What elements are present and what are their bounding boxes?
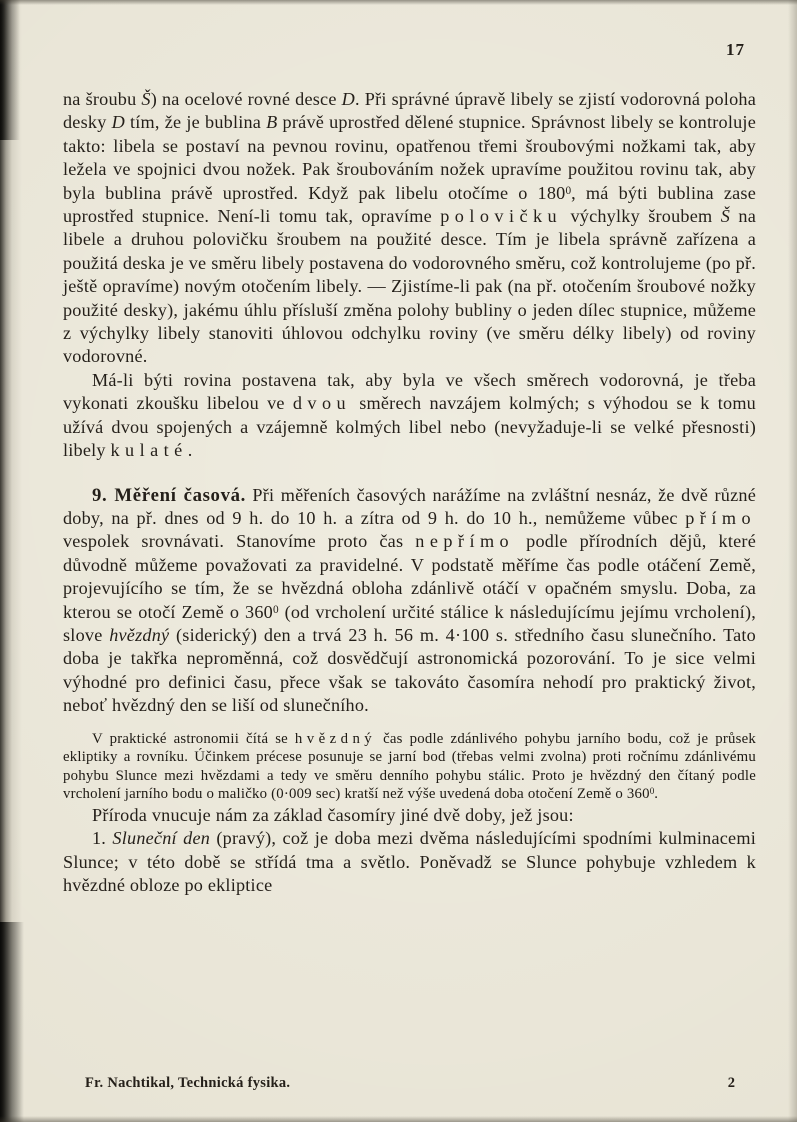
footer-sheet-number: 2	[727, 1075, 735, 1091]
scan-corner-top-left	[0, 0, 20, 140]
paragraph-petit-sidereal-time-note: V praktické astronomii čítá se hvězdný čas podle zdánlivého pohybu jarního bodu, což je průsek ekliptiky a rovníku. Účinkem précese posunuje se jarní bod (třebas velmi zvolna) proti ročnímu zdánlivému pohybu Slunce mezi hvězdami a tedy ve směru denního pohybu stálic. Proto je hvězdný den čítaný podle vrcholení jarního bodu o maličko (0·009 sec) kratší než výše uvedená doba otočení Země o $360^0$.	[63, 730, 756, 803]
scan-edge-top	[0, 0, 797, 5]
scan-edge-bottom	[0, 1116, 797, 1122]
paragraph-section-9-time-measurement: 9. Měření časová. Při měřeních časových narážíme na zvláštní nesnáz, že dvě různé doby, na př. dnes od 9 h. do 10 h. a zítra od 9 h. do 10 h., nemůžeme vůbec přímo vespolek srovnávati. Stanovíme proto čas nepřímo podle přírodních dějů, které důvodně můžeme považovati za pravidelné. V podstatě měříme čas podle otáčení Země, projevujícího se tím, že se hvězdná obloha zdánlivě otáčí v opačném smyslu. Doba, za kterou se otočí Země o $360^0$ (od vrcholení určité stálice k následujícímu jejímu vrcholení), slove hvězdný (siderický) den a trvá 23 h. 56 m. 4·100 s. středního času slunečního. Tato doba je takřka neproměnná, což dosvědčují astronomická pozorování. To je sice velmi výhodné pro definici času, přece však se takováto časomíra nehodí pro praktický život, neboť hvězdný den se liší od slunečního.	[63, 484, 756, 716]
footer-book-title: Fr. Nachtikal, Technická fysika.	[85, 1075, 291, 1091]
scan-edge-right	[788, 0, 797, 1122]
paragraph-solar-day: 1. Sluneční den (pravý), což je doba mezi dvěma následujícími spodními kulminacemi Slunce; v této době se střídá tma a světlo. Poněvadž se Slunce pohybuje vzhledem k hvězdné obloze po ekliptice	[63, 828, 756, 896]
page-footer	[63, 1075, 755, 1092]
paragraph-two-directions: Má-li býti rovina postavena tak, aby byla ve všech směrech vodorovná, je třeba vykonati zkoušku libelou ve dvou směrech navzájem kolmých; s výhodou se k tomu užívá dvou spojených a vzájemně kolmých libel nebo (nevyžaduje-li se velké přesnosti) libely kulaté.	[63, 369, 756, 461]
page-text-block	[63, 88, 756, 898]
scan-corner-bottom-left	[0, 922, 24, 1122]
paragraph-nature-two-periods: Příroda vnucuje nám za základ časomíry jiné dvě doby, jež jsou:	[92, 804, 574, 825]
paragraph-levelling-screw: na šroubu Š) na ocelové rovné desce D. Při správné úpravě libely se zjistí vodorovná poloha desky D tím, že je bublina B právě uprostřed dělené stupnice. Správnost libely se kontroluje takto: libela se postaví na pevnou rovinu, opatřenou třemi šroubovými nožkami tak, aby ležela ve spojnici dvou nožek. Pak šroubováním nožek upravíme použitou rovinu tak, aby byla bublina právě uprostřed. Když pak libelu otočíme o $180^0$, má býti bublina zase uprostřed stupnice. Není-li tomu tak, opravíme polovičku výchylky šroubem Š na libele a druhou polovičku šroubem na použité desce. Tím je libela správně zařízena a použitá deska je ve směru libely postavena do vodorovného směru, což kontrolujeme (po př. ještě opravíme) novým otočením libely. — Zjistíme-li pak (na př. otočením šroubové nožky použité desky), jakému úhlu přísluší změna polohy bubliny o jeden dílec stupnice, můžeme z výchylky libely stanoviti úhlovou odchylku roviny (ve směru délky libely) od roviny vodorovné.	[63, 89, 756, 367]
page-number: 17	[726, 40, 745, 59]
